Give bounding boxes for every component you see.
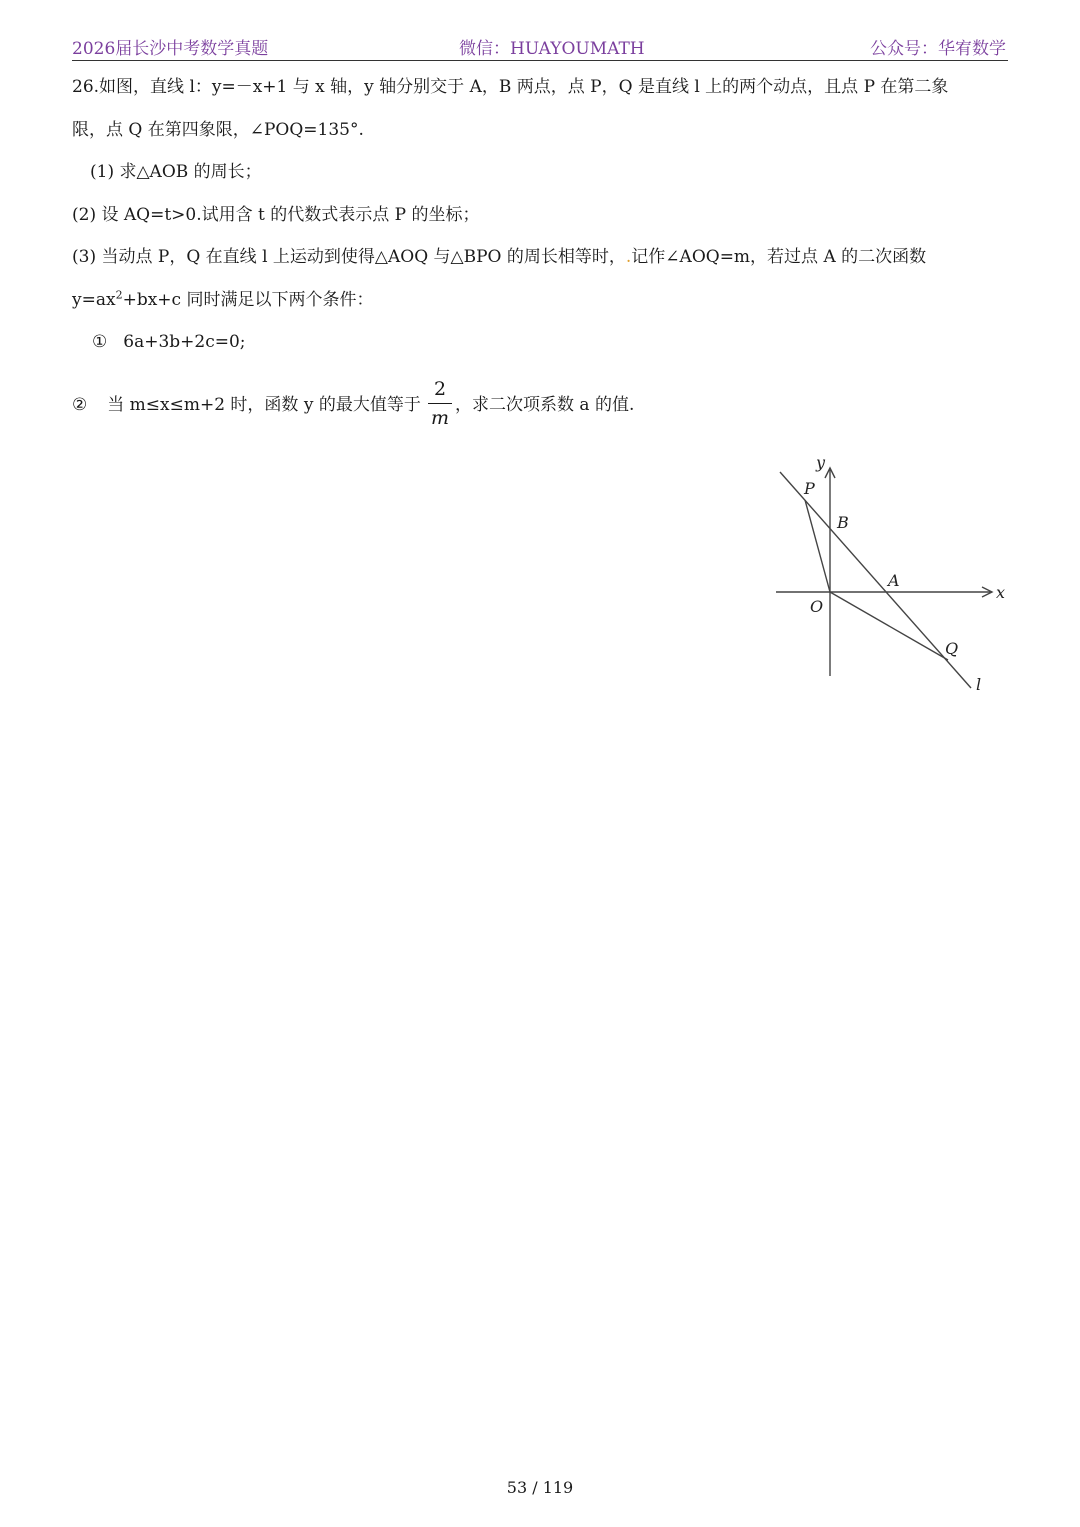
label-B: B <box>837 513 849 532</box>
fraction-denominator: m <box>430 407 450 429</box>
condition-intro-pre: y=ax <box>72 290 116 310</box>
fraction-numerator: 2 <box>433 378 447 400</box>
condition-intro <box>72 288 373 312</box>
part-3 <box>72 245 926 269</box>
fraction-2-over-m <box>428 377 452 430</box>
part-3-text-a: (3) 当动点 P，Q 在直线 l 上运动到使得△AOQ 与△BPO 的周长相等时， <box>72 247 626 267</box>
part-3-text-b: 记作∠AOQ=m，若过点 A 的二次函数 <box>631 247 927 267</box>
label-Q: Q <box>945 639 959 658</box>
page-header <box>72 30 1008 61</box>
header-account: 公众号：华宥数学 <box>870 39 1006 59</box>
label-y: y <box>816 453 826 472</box>
label-P: P <box>804 479 815 498</box>
segment-OQ <box>830 592 948 660</box>
header-wechat: 微信：HUAYOUMATH <box>459 39 645 59</box>
condition-intro-post: +bx+c 同时满足以下两个条件： <box>122 290 374 310</box>
condition-1-text: 6a+3b+2c=0; <box>123 332 246 352</box>
condition-2-marker: ② <box>72 395 88 415</box>
line-l <box>780 472 971 688</box>
condition-1 <box>92 330 246 354</box>
geometry-diagram <box>760 448 1020 698</box>
condition-2-text: 当 m≤x≤m+2 时，函数 y 的最大值等于 <box>107 395 421 415</box>
fraction-bar <box>428 403 452 404</box>
label-O: O <box>810 597 824 616</box>
condition-2-end: ，求二次项系数 a 的值. <box>455 395 635 415</box>
problem-line-2: 限，点 Q 在第四象限，∠POQ=135°. <box>72 120 364 140</box>
condition-2 <box>72 393 421 417</box>
part-1: (1) 求△AOB 的周长； <box>90 162 262 182</box>
condition-1-marker: ① <box>92 332 108 352</box>
label-x: x <box>996 583 1006 602</box>
part-2: (2) 设 AQ=t>0.试用含 t 的代数式表示点 P 的坐标； <box>72 205 480 225</box>
header-title: 2026届长沙中考数学真题 <box>72 39 269 59</box>
page-number: 53 / 119 <box>506 1478 574 1497</box>
condition-intro-exponent: 2 <box>115 288 123 302</box>
problem-line-1: 26.如图，直线 l：y=－x+1 与 x 轴，y 轴分别交于 A，B 两点，点 P，Q 是直线 l 上的两个动点，且点 P 在第二象 <box>72 77 949 97</box>
label-l: l <box>976 675 982 694</box>
part-3-dot: . <box>625 247 632 267</box>
label-A: A <box>888 571 900 590</box>
